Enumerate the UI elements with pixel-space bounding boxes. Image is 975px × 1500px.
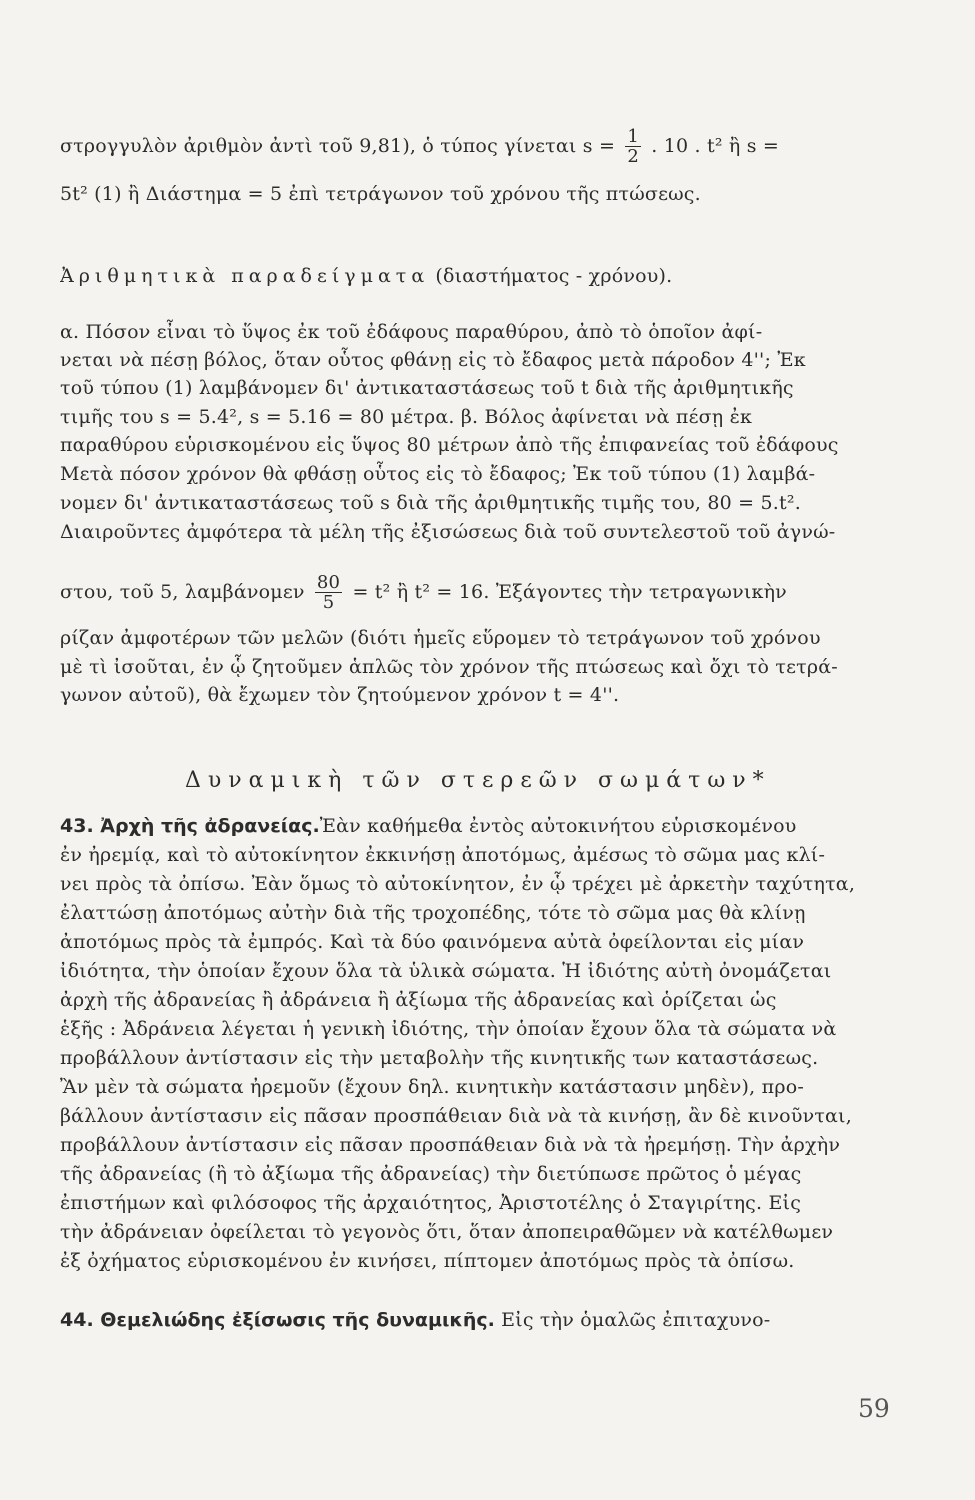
section-heading: 43. Ἀρχὴ τῆς ἀδρανείας.: [60, 815, 320, 837]
fraction-denominator: 2: [627, 146, 639, 166]
text-line: ἐπιστήμων καὶ φιλόσοφος τῆς ἀρχαιότητος, Ἀριστοτέλης ὁ Σταγιρίτης. Εἰς: [60, 1192, 802, 1214]
fraction-denominator: 5: [315, 592, 342, 612]
examples-heading: [60, 262, 878, 290]
section-title: Δυναμικὴ τῶν στερεῶν σωμάτων*: [185, 768, 771, 793]
text-line: παραθύρου εὑρισκομένου εἰς ὕψος 80 μέτρων ἀπὸ τῆς ἐπιφανείας τοῦ ἐδάφους: [60, 434, 839, 456]
text: στου, τοῦ 5, λαμβάνομεν: [60, 581, 305, 603]
section-44: [60, 1306, 878, 1334]
fraction-numerator: 1: [627, 128, 639, 147]
text-line: ἰδιότητα, τὴν ὁποίαν ἔχουν ὅλα τὰ ὑλικὰ σώματα. Ἡ ἰδιότης αὐτὴ ὀνομάζεται: [60, 960, 832, 982]
text-line: τῆς ἀδρανείας (ἢ τὸ ἀξίωμα τῆς ἀδρανείας) τὴν διετύπωσε πρῶτος ὁ μέγας: [60, 1163, 802, 1185]
text-line: νεται νὰ πέσῃ βόλος, ὅταν οὗτος φθάνῃ εἰς τὸ ἔδαφος μετὰ πάροδον 4''; Ἐκ: [60, 349, 806, 371]
text-line: νει πρὸς τὰ ὀπίσω. Ἐὰν ὅμως τὸ αὐτοκίνητον, ἐν ᾧ τρέχει μὲ ἀρκετὴν ταχύτητα,: [60, 873, 856, 895]
text-line: α. Πόσον εἶναι τὸ ὕψος ἐκ τοῦ ἐδάφους παραθύρου, ἀπὸ τὸ ὁποῖον ἀφί-: [60, 321, 763, 343]
text-line: γωνον αὐτοῦ), θὰ ἔχωμεν τὸν ζητούμενον χρόνον t = 4''.: [60, 684, 620, 706]
text-line: τιμῆς του s = 5.4², s = 5.16 = 80 μέτρα. β. Βόλος ἀφίνεται νὰ πέσῃ ἐκ: [60, 406, 753, 428]
text-line: προβάλλουν ἀντίστασιν εἰς τὴν μεταβολὴν τῆς κινητικῆς των καταστάσεως.: [60, 1047, 819, 1069]
fraction-numerator: 80: [316, 574, 341, 593]
text-line: ρίζαν ἀμφοτέρων τῶν μελῶν (διότι ἡμεῖς εὕρομεν τὸ τετράγωνον τοῦ χρόνου: [60, 627, 821, 649]
text-line: Μετὰ πόσον χρόνον θὰ φθάσῃ οὗτος εἰς τὸ ἔδαφος; Ἐκ τοῦ τύπου (1) λαμβά-: [60, 463, 816, 485]
fraction: [315, 574, 342, 612]
examples-heading-title: Ἀριθμητικὰ παραδείγματα: [60, 265, 430, 287]
text: στρογγυλὸν ἀριθμὸν ἀντὶ τοῦ 9,81), ὁ τύπος γίνεται s =: [60, 135, 616, 157]
text: = t² ἢ t² = 16. Ἐξάγοντες τὴν τετραγωνικὴν: [352, 581, 787, 603]
formula-line: [60, 128, 878, 166]
text-line: βάλλουν ἀντίστασιν εἰς πᾶσαν προσπάθειαν διὰ νὰ τὰ κινήσῃ, ἂν δὲ κινοῦνται,: [60, 1105, 852, 1127]
text-line: ἀρχὴ τῆς ἀδρανείας ἢ ἀδράνεια ἢ ἀξίωμα τῆς ἀδρανείας καὶ ὁρίζεται ὡς: [60, 989, 777, 1011]
text-line: τὴν ἀδράνειαν ὀφείλεται τὸ γεγονὸς ὅτι, ὅταν ἀποπειραθῶμεν νὰ κατέλθωμεν: [60, 1221, 834, 1243]
text-line: 5t² (1) ἢ Διάστημα = 5 ἐπὶ τετράγωνον τοῦ χρόνου τῆς πτώσεως.: [60, 183, 701, 205]
text-line: μὲ τὶ ἰσοῦται, ἐν ᾧ ζητοῦμεν ἁπλῶς τὸν χρόνον τῆς πτώσεως καὶ ὄχι τὸ τετρά-: [60, 656, 838, 678]
text-line: προβάλλουν ἀντίστασιν εἰς πᾶσαν προσπάθειαν διὰ νὰ τὰ ἠρεμήσῃ. Τὴν ἀρχὴν: [60, 1134, 841, 1156]
section-heading: 44. Θεμελιώδης ἐξίσωσις τῆς δυναμικῆς.: [60, 1309, 495, 1331]
text: . 10 . t² ἢ s =: [651, 135, 780, 157]
text-line: τοῦ τύπου (1) λαμβάνομεν δι' ἀντικαταστάσεως τοῦ t διὰ τῆς ἀριθμητικῆς: [60, 377, 794, 399]
text-line: Διαιροῦντες ἀμφότερα τὰ μέλη τῆς ἐξισώσεως διὰ τοῦ συντελεστοῦ τοῦ ἀγνώ-: [60, 521, 836, 543]
text-line: ἀποτόμως πρὸς τὰ ἐμπρός. Καὶ τὰ δύο φαινόμενα αὐτὰ ὀφείλονται εἰς μίαν: [60, 931, 805, 953]
text-line: ἐλαττώσῃ ἀποτόμως αὐτὴν διὰ τῆς τροχοπέδης, τότε τὸ σῶμα μας θὰ κλίνῃ: [60, 902, 806, 924]
text-line: [60, 812, 878, 840]
page-number: 59: [858, 1394, 890, 1423]
formula-line: [60, 574, 878, 612]
text: Εἰς τὴν ὁμαλῶς ἐπιταχυνο-: [501, 1309, 771, 1331]
text-line: νομεν δι' ἀντικαταστάσεως τοῦ s διὰ τῆς ἀριθμητικῆς τιμῆς του, 80 = 5.t².: [60, 492, 801, 514]
text: Ἐὰν καθήμεθα ἐντὸς αὐτοκινήτου εὑρισκομένου: [319, 815, 797, 837]
text-line: ἐξ ὀχήματος εὑρισκομένου ἐν κινήσει, πίπτομεν ἀποτόμως πρὸς τὰ ὀπίσω.: [60, 1250, 795, 1272]
text-line: ἐν ἠρεμίᾳ, καὶ τὸ αὐτοκίνητον ἐκκινήσῃ ἀποτόμως, ἀμέσως τὸ σῶμα μας κλί-: [60, 844, 826, 866]
examples-heading-note: (διαστήματος - χρόνου).: [435, 265, 673, 287]
text-line: Ἂν μὲν τὰ σώματα ἠρεμοῦν (ἔχουν δηλ. κινητικὴν κατάστασιν μηδὲν), προ-: [60, 1076, 804, 1098]
fraction: [625, 128, 641, 166]
text-line: ἑξῆς : Ἀδράνεια λέγεται ἡ γενικὴ ἰδιότης, τὴν ὁποίαν ἔχουν ὅλα τὰ σώματα νὰ: [60, 1018, 837, 1040]
